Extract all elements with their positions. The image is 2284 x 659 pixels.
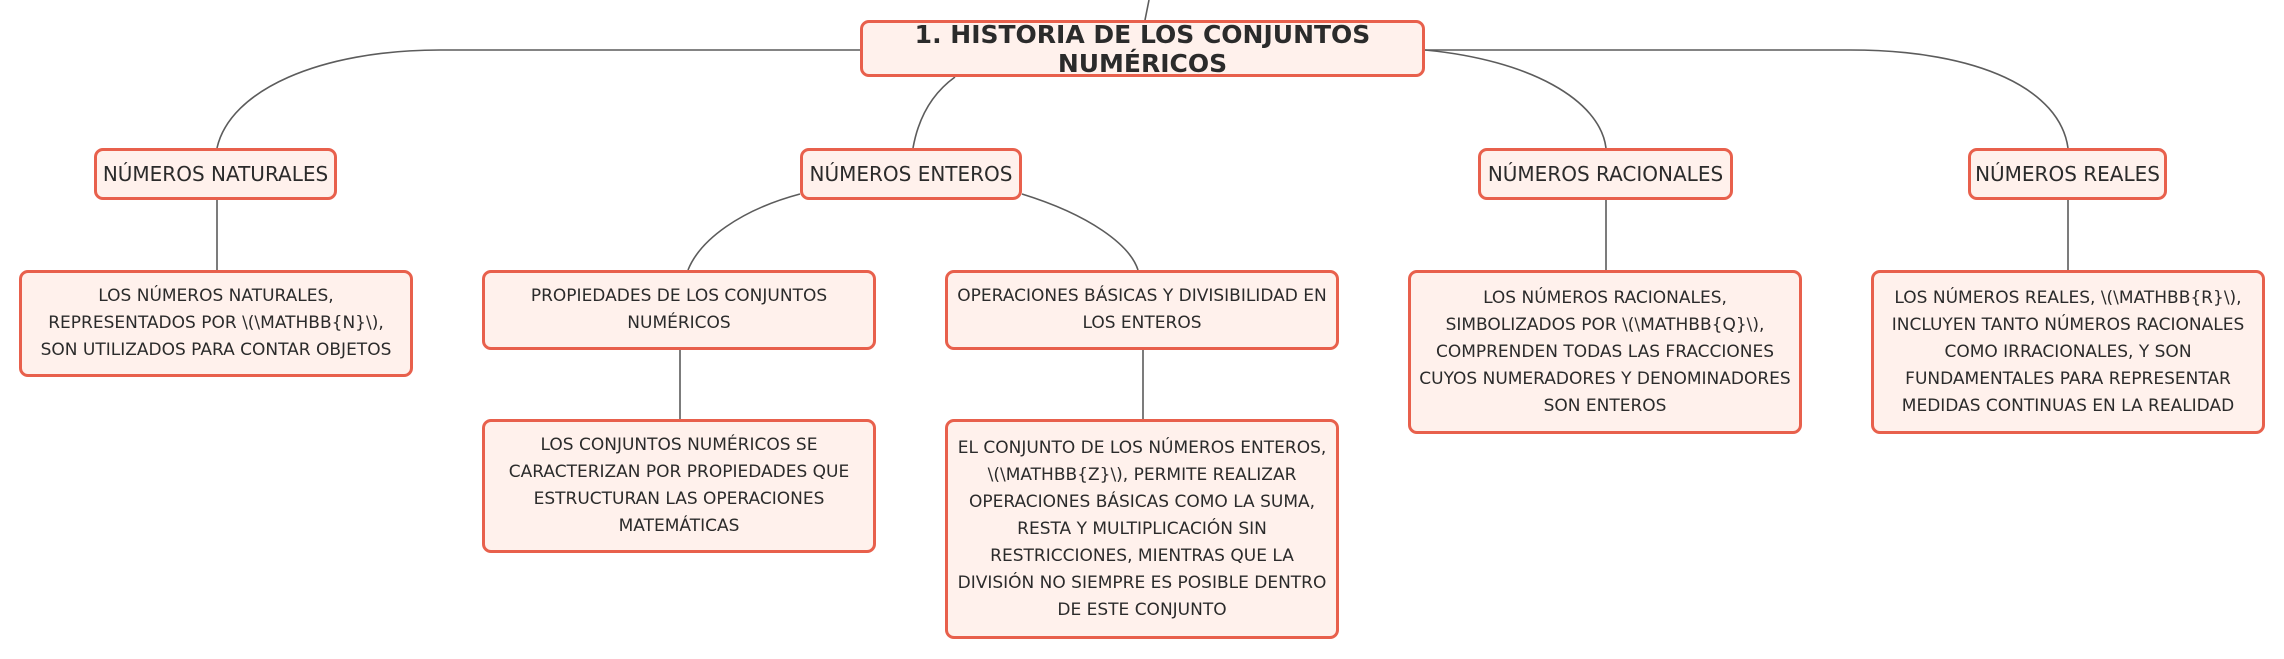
racionales-description: LOS NÚMEROS RACIONALES, SIMBOLIZADOS POR \(\MATHBB{Q}\), COMPRENDEN TODAS LAS FRACCIONES CUYOS NUMERADORES Y DENOMINADORES SON ENTEROS [1419,287,1791,416]
root-title: 1. HISTORIA DE LOS CONJUNTOS NUMÉRICOS [914,19,1371,78]
node-propiedades-conjuntos[interactable] [482,270,876,350]
connector-root-naturales [217,50,860,148]
node-numeros-naturales[interactable] [94,148,337,200]
node-operaciones-description[interactable] [945,419,1339,639]
racionales-label: NÚMEROS RACIONALES [1487,162,1724,186]
connector-root-reales [1425,50,2068,148]
connector-root-enteros [913,77,955,148]
node-reales-description[interactable] [1871,270,2265,434]
node-naturales-description[interactable] [19,270,413,377]
propiedades-label: PROPIEDADES DE LOS CONJUNTOS NUMÉRICOS [530,286,828,333]
node-racionales-description[interactable] [1408,270,1802,434]
operaciones-label: OPERACIONES BÁSICAS Y DIVISIBILIDAD EN LOS ENTEROS [957,286,1327,333]
connector-enteros-propiedades [688,194,800,270]
node-operaciones-basicas[interactable] [945,270,1339,350]
naturales-description: LOS NÚMEROS NATURALES, REPRESENTADOS POR \(\MATHBB{N}\), SON UTILIZADOS PARA CONTAR OBJETOS [40,286,392,360]
connector-enteros-operaciones [1022,194,1138,270]
root-node[interactable] [860,20,1425,77]
propiedades-description: LOS CONJUNTOS NUMÉRICOS SE CARACTERIZAN POR PROPIEDADES QUE ESTRUCTURAN LAS OPERACIONES MATEMÁTICAS [508,435,850,536]
node-numeros-racionales[interactable] [1478,148,1733,200]
reales-description: LOS NÚMEROS REALES, \(\MATHBB{R}\), INCLUYEN TANTO NÚMEROS RACIONALES COMO IRRACIONALES, Y SON FUNDAMENTALES PARA REPRESENTAR MEDIDAS CONTINUAS EN LA REALIDAD [1891,287,2245,416]
operaciones-description: EL CONJUNTO DE LOS NÚMEROS ENTEROS, \(\MATHBB{Z}\), PERMITE REALIZAR OPERACIONES BÁSICAS COMO LA SUMA, RESTA Y MULTIPLICACIÓN SIN RESTRICCIONES, MIENTRAS QUE LA DIVISIÓN NO SIEMPRE ES POSIBLE DENTRO DE ESTE CONJUNTO [957,437,1327,620]
node-propiedades-description[interactable] [482,419,876,553]
node-numeros-enteros[interactable] [800,148,1022,200]
node-numeros-reales[interactable] [1968,148,2167,200]
connector-root-racionales [1425,50,1606,148]
naturales-label: NÚMEROS NATURALES [102,162,329,186]
connector-up [1145,0,1149,20]
reales-label: NÚMEROS REALES [1975,162,2160,186]
enteros-label: NÚMEROS ENTEROS [809,162,1013,186]
